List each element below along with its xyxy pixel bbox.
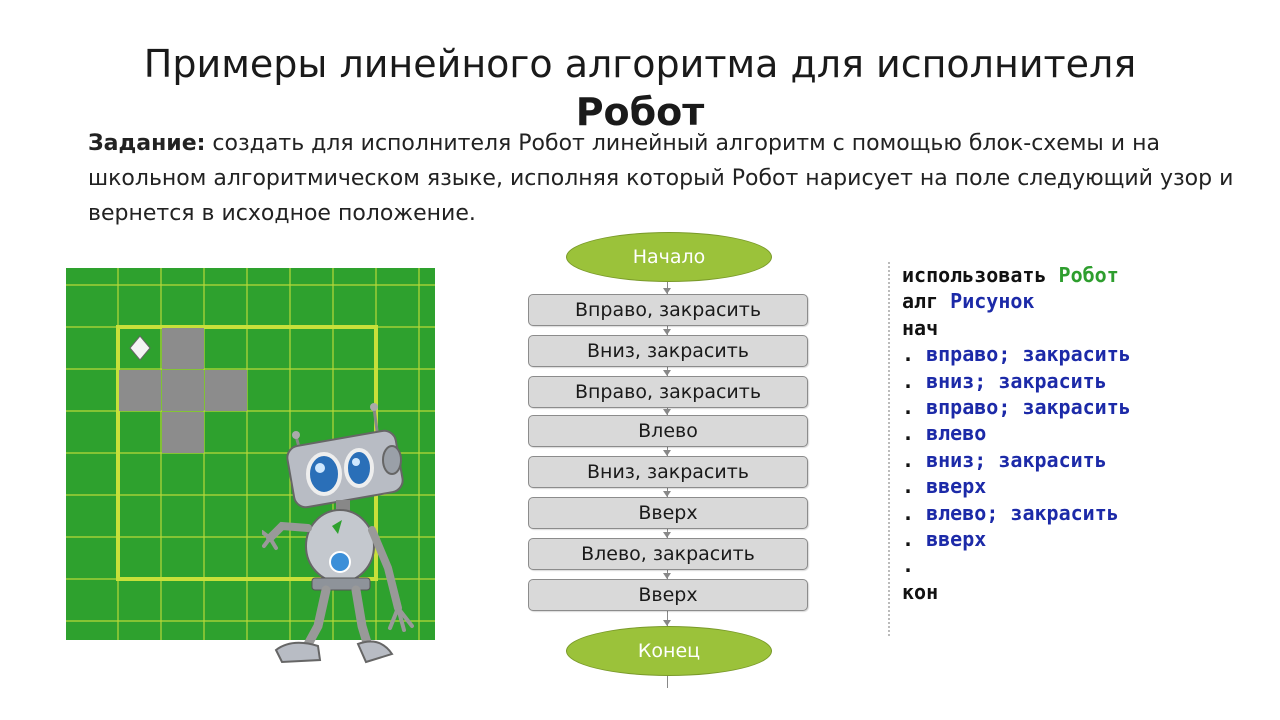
flow-step-3: Вправо, закрасить [528,376,808,408]
flow-end: Конец [566,626,772,676]
code-body-line: . вверх [902,474,987,499]
robot-illustration-icon [262,398,452,668]
flow-step-5: Вниз, закрасить [528,456,808,488]
code-body-line: . вправо; закрасить [902,394,1131,419]
flow-step-7: Влево, закрасить [528,538,808,570]
code-line: нач [902,315,939,340]
flow-step-6: Вверх [528,497,808,529]
flow-step-1: Вправо, закрасить [528,294,808,326]
algorithm-code [888,262,1280,636]
code-body-line: . вправо; закрасить [902,342,1131,367]
robot-field [66,268,435,640]
code-line: использовать Робот [902,263,1119,287]
task-description [88,126,1263,231]
flow-step-4: Влево [528,415,808,447]
slide-title [0,40,1280,136]
code-body-line: . вверх [902,526,987,551]
code-body-line: . вниз; закрасить [902,368,1107,393]
code-line: алг Рисунок [902,289,1035,314]
task-label: Задание: [88,131,206,156]
flowchart [520,228,820,688]
code-line: кон [902,579,939,604]
code-body-line: . влево; закрасить [902,500,1119,525]
flow-start: Начало [566,232,772,282]
code-body-line: . [902,553,927,578]
flow-step-8: Вверх [528,579,808,611]
code-body-line: . вниз; закрасить [902,447,1107,472]
title-line-1: Примеры линейного алгоритма для исполнителя [143,42,1137,86]
task-text: создать для исполнителя Робот линейный алгоритм с помощью блок-схемы и на школьном алгоритмическом языке, исполняя который Робот нарисует на поле следующий узор и вернется в исходное положение. [88,131,1234,226]
title-line-2: Робот [575,90,705,134]
code-body-line: . влево [902,421,987,446]
flow-step-2: Вниз, закрасить [528,335,808,367]
